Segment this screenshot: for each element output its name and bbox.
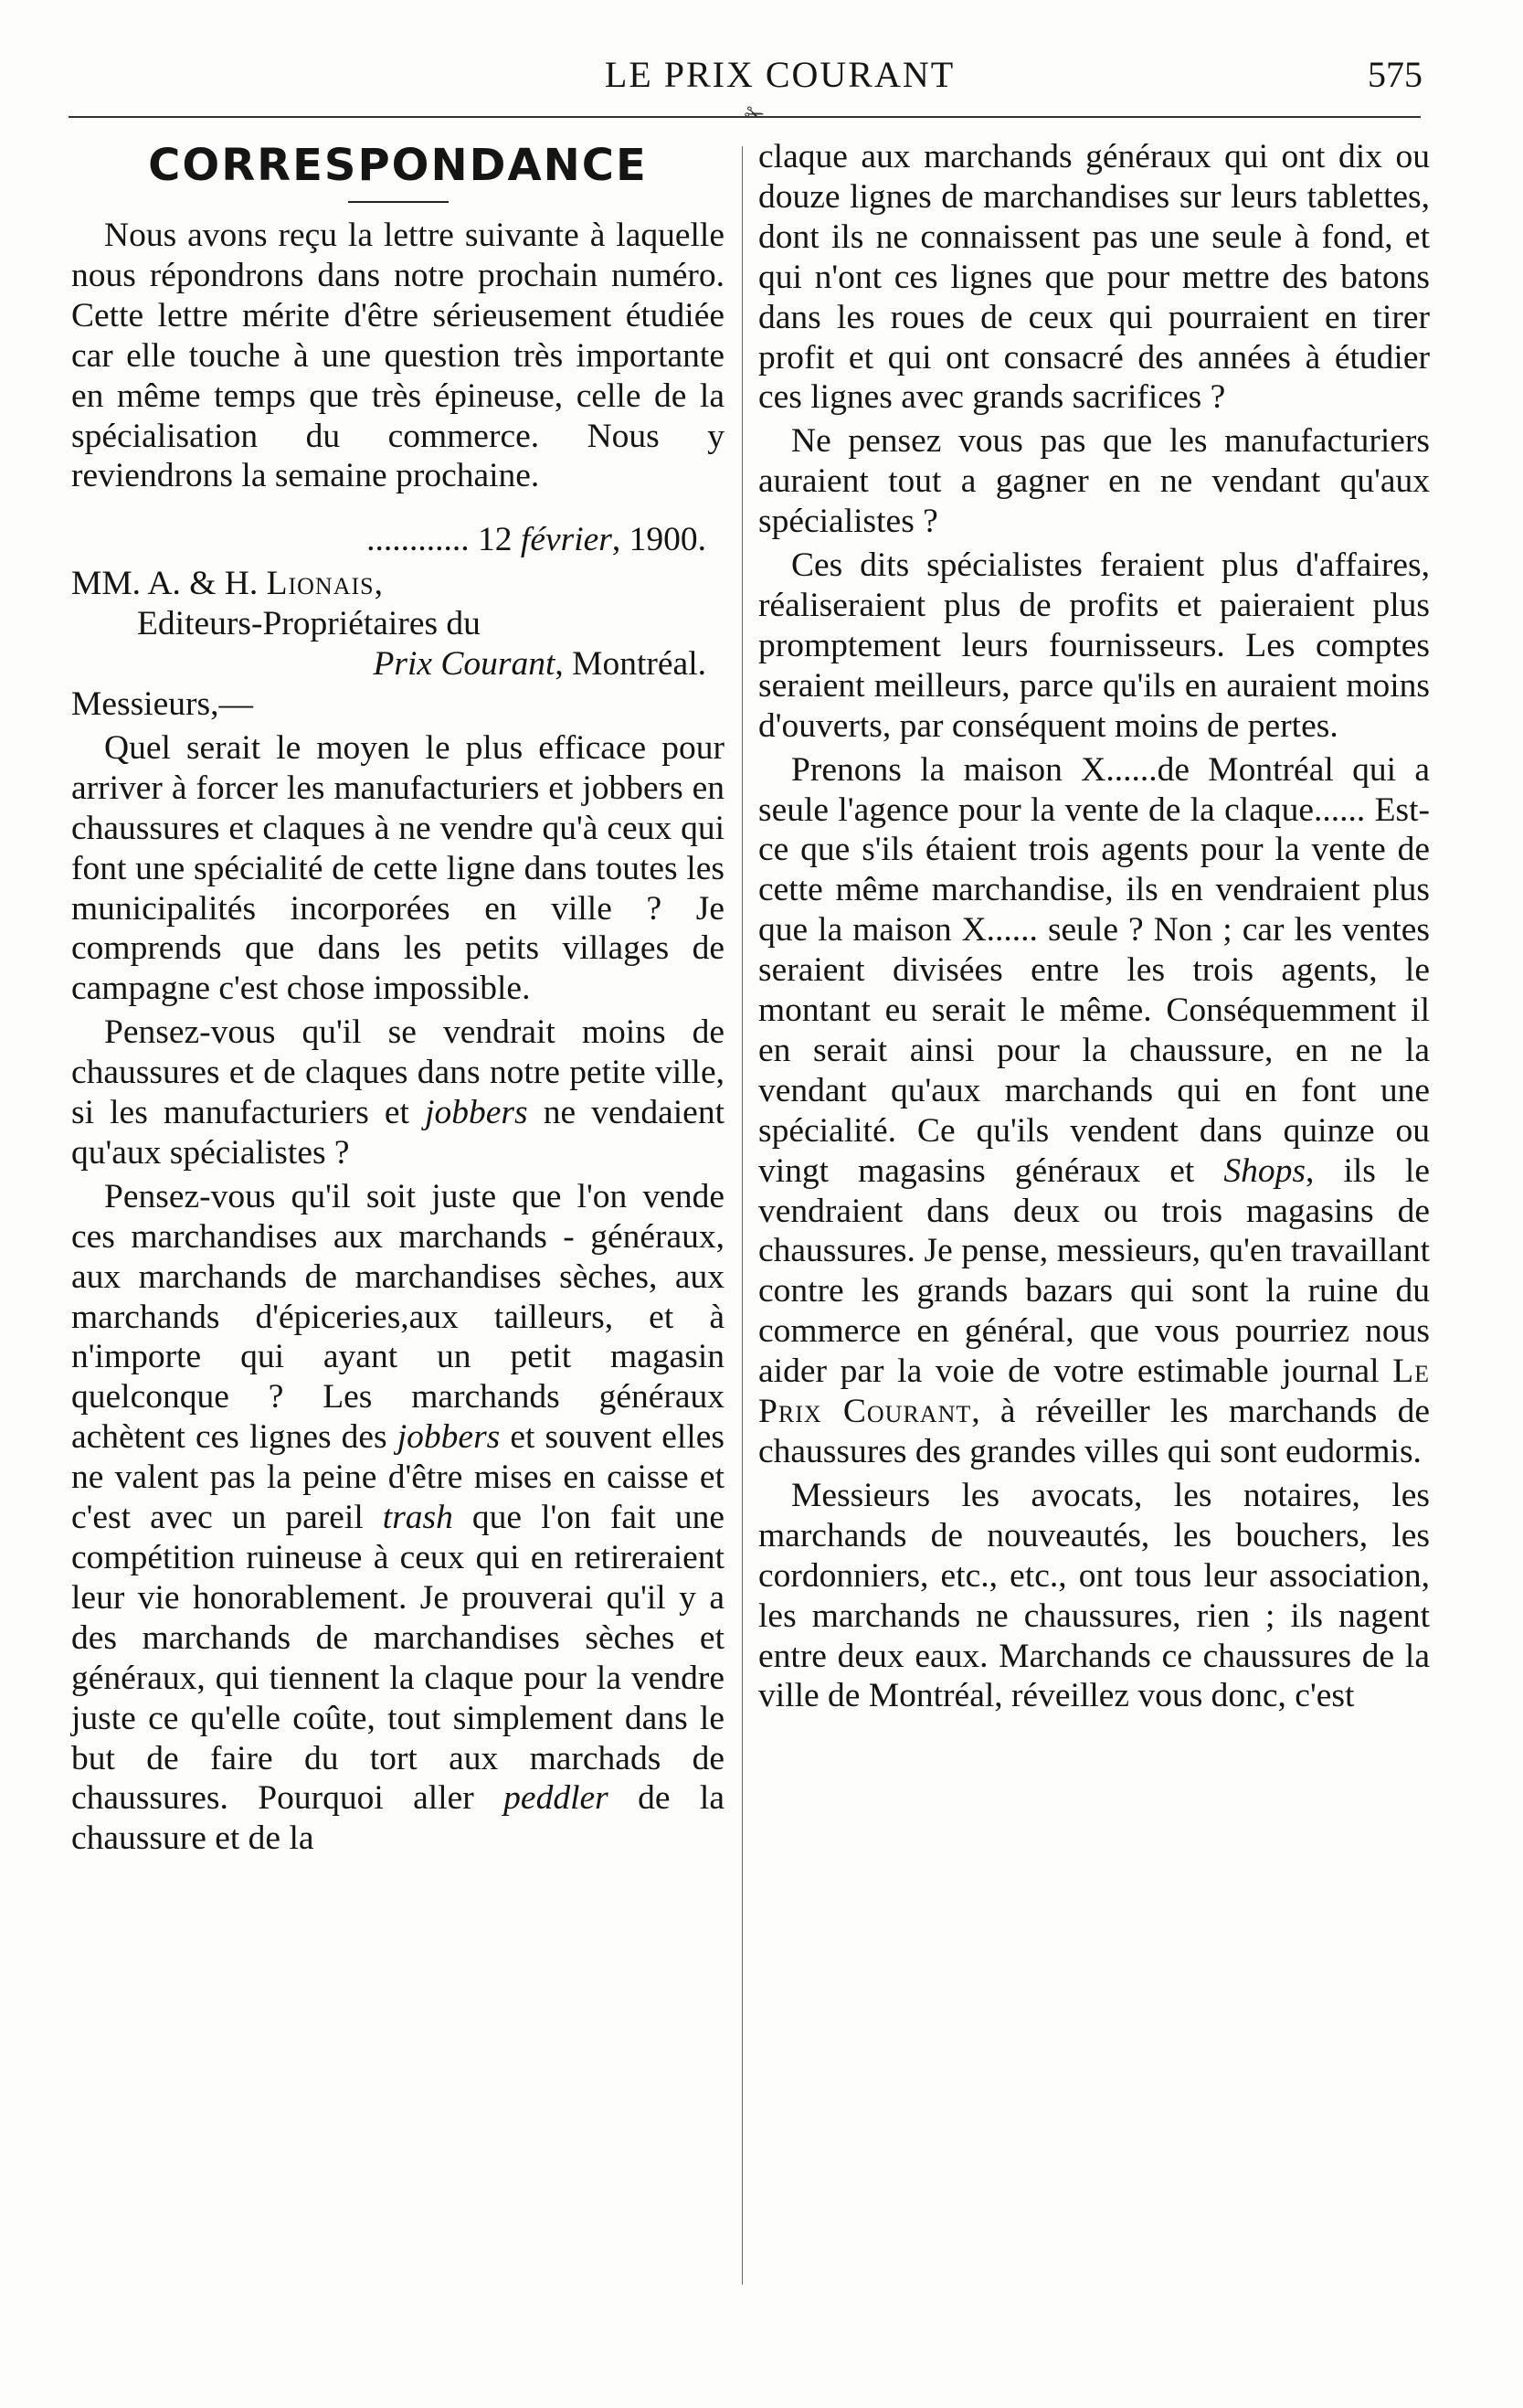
addressee-journal: Prix Courant — [373, 645, 555, 684]
addressee-name: Lionais, — [266, 565, 384, 603]
p2-text-b: ne vendaient qu'aux spécialistes ? — [71, 1094, 724, 1172]
letter-address — [71, 564, 724, 684]
heading-rule — [348, 201, 449, 203]
running-header — [0, 53, 1523, 108]
p3-text-d-left: de la chaussure et de la — [71, 1779, 724, 1858]
p2-emphasis: jobbers — [425, 1094, 528, 1132]
addressee-role: Editeurs-Propriétaires du — [137, 605, 481, 643]
left-column — [71, 137, 724, 1862]
scissors-icon: ✁ — [745, 101, 765, 128]
letter-paragraph-3-continued: claque aux marchands généraux qui ont dix ou douze lignes de marchandises sur leurs tablettes, dont ils ne connaissent pas une seule à fond, et qui n'ont ces lignes que pour mettre des batons dans les roues de ceux qui pourraient en tirer profit et qui ont consacré des années à étudier ces lignes avec grands sacrifices ? — [758, 138, 1430, 417]
letter-paragraph-2 — [71, 1013, 724, 1173]
date-month: février — [520, 521, 612, 559]
letter-paragraph-6 — [758, 750, 1430, 1472]
p3-text-c: que l'on fait une compétition ruineuse à ceux qui en retireraient leur vie honorablement. Je prouverai qu'il y a des marchands de marchandises sèches et généraux, qui tiennent la claque pour la vendre juste ce qu'elle coûte, tout simplement dans le but de faire du tort aux marchads de chaussures. Pourquoi aller — [71, 1499, 724, 1818]
p3-emphasis-1: jobbers — [397, 1418, 501, 1457]
p3-emphasis-2: trash — [382, 1499, 453, 1537]
letter-paragraph-7: Messieurs les avocats, les notaires, les marchands de nouveautés, les bouchers, les cordonniers, etc., etc., ont tous leur association, les marchands ne chaussures, rien ; ils nagent entre deux eaux. Marchands ce chaussures de la ville de Montréal, réveillez vous donc, c'est — [758, 1476, 1430, 1715]
addressee-city: , Montréal. — [555, 645, 706, 684]
addressee-line — [71, 564, 724, 604]
right-column — [758, 137, 1430, 1720]
salutation: Messieurs,— — [71, 684, 253, 723]
p6-text-b: , ils le vendraient dans deux ou trois magasins de chaussures. Je pense, messieurs, qu'en travaillant contre les grands bazars qui sont la ruine du commerce en général, que vous pourriez nous aider par la voie de votre estimable journal — [758, 1151, 1430, 1391]
p2-text-a: Pensez-vous qu'il se vendrait moins de chaussures et de claques dans notre petite ville, si les manufacturiers et — [71, 1013, 724, 1132]
letter-paragraph-3 — [71, 1177, 724, 1859]
column-divider — [742, 146, 743, 2285]
letter-paragraph-4: Ne pensez vous pas que les manufacturiers auraient tout a gagner en ne vendant qu'aux spécialistes ? — [758, 422, 1430, 541]
section-heading: CORRESPONDANCE — [148, 140, 648, 191]
page-number: 575 — [1368, 54, 1423, 95]
p3-text-b: et souvent elles ne valent pas la peine d'être mises en caisse et c'est avec un pareil — [71, 1418, 724, 1537]
intro-paragraph: Nous avons reçu la lettre suivante à laquelle nous répondrons dans notre prochain numéro. Cette lettre mérite d'être sérieusement étudiée car elle touche à une question très importante en même temps que très épineuse, celle de la spécialisation du commerce. Nous y reviendrons la semaine prochaine. — [71, 217, 724, 495]
letter-paragraph-5: Ces dits spécialistes feraient plus d'affaires, réaliseraient plus de profits et paieraient plus promptement leurs fournisseurs. Les comptes seraient meilleurs, parce qu'ils en auraient moins d'ouverts, par conséquent moins de pertes. — [758, 546, 1430, 745]
p3-emphasis-3: peddler — [503, 1779, 608, 1818]
p6-text-c: , à réveiller les marchands de chaussures des grandes villes qui sont eudormis. — [758, 1393, 1430, 1470]
p6-journal-name: Le Prix Courant — [758, 1353, 1430, 1431]
date-year: , 1900. — [611, 521, 706, 559]
addressee-prefix: MM. A. & H. — [71, 565, 267, 603]
letter-date — [71, 520, 724, 560]
p3-text-a: Pensez-vous qu'il soit juste que l'on vende ces marchandises aux marchands - généraux, aux marchands de marchandises sèches, aux marchands d'épiceries,aux tailleurs, et à n'importe qui ayant un petit magasin quelconque ? Les marchands généraux achètent ces lignes des — [71, 1177, 724, 1457]
date-dots: ............ — [366, 521, 470, 559]
running-title: LE PRIX COURANT — [604, 54, 956, 95]
letter-paragraph-1: Quel serait le moyen le plus efficace pour arriver à forcer les manufacturiers et jobbers en chaussures et claques à ne vendre qu'à ceux qui font une spécialité de cette ligne dans toutes les municipalités incorporées en ville ? Je comprends que dans les petits villages de campagne c'est chose impossible. — [71, 728, 724, 1008]
p6-text-a: Prenons la maison X......de Montréal qui a seule l'agence pour la vente de la claque...... Est-ce que s'ils étaient trois agents pour la vente de cette même marchandise, ils en vendraient plus que la maison X...... seule ? Non ; car les ventes seraient divisées entre les trois agents, le montant eu serait le même. Conséquemment il en serait ainsi pour la chaussure, en ne la vendant qu'aux marchands qui en font une spécialité. Ce qu'ils vendent dans quinze ou vingt magasins généraux et — [758, 750, 1430, 1190]
p6-emphasis: Shops — [1223, 1151, 1306, 1190]
date-day: 12 — [478, 521, 513, 559]
addressee-journal-line — [71, 644, 724, 684]
